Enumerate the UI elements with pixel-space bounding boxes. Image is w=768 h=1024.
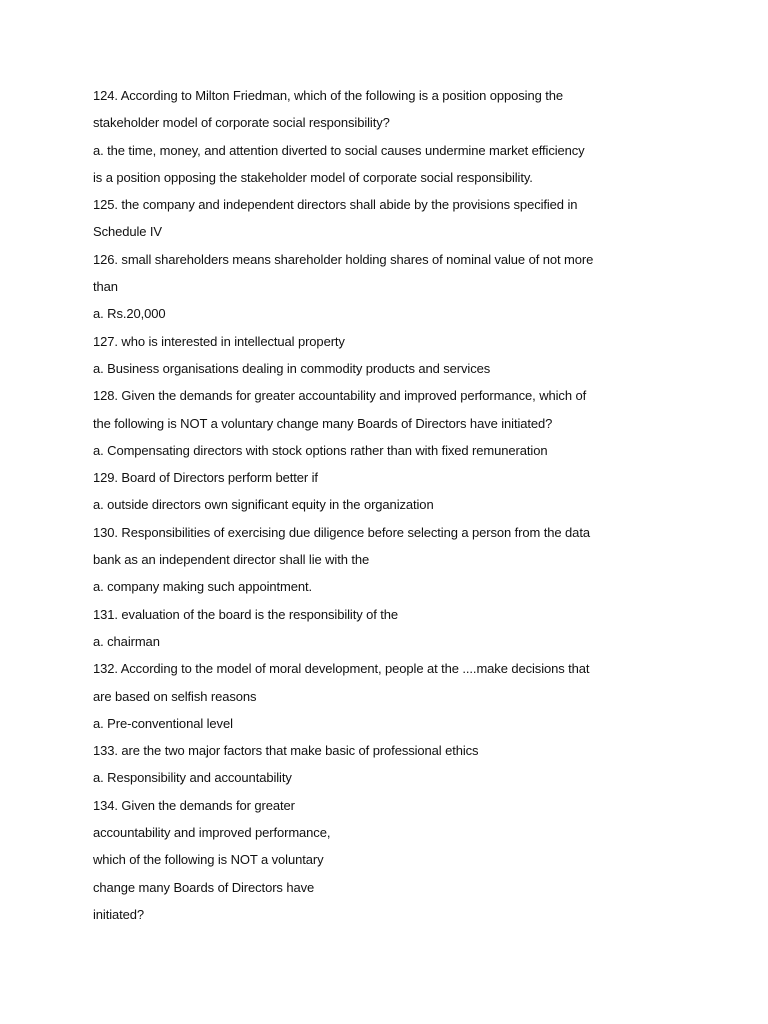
question-134-cont-4: initiated? — [93, 906, 145, 922]
question-128: 128. Given the demands for greater accountability and improved performance, which of — [93, 388, 587, 404]
answer-127: a. Business organisations dealing in commodity products and services — [93, 360, 491, 376]
question-125-cont: Schedule IV — [93, 224, 163, 240]
question-131: 131. evaluation of the board is the responsibility of the — [93, 606, 399, 622]
question-134-cont-3: change many Boards of Directors have — [93, 879, 315, 895]
question-134-cont-1: accountability and improved performance, — [93, 825, 331, 841]
question-125: 125. the company and independent directors shall abide by the provisions specified in — [93, 197, 578, 213]
question-133: 133. are the two major factors that make basic of professional ethics — [93, 743, 479, 759]
question-129: 129. Board of Directors perform better if — [93, 470, 318, 486]
answer-132: a. Pre-conventional level — [93, 715, 233, 731]
question-124: 124. According to Milton Friedman, which of the following is a position opposing the — [93, 88, 563, 103]
answer-133: a. Responsibility and accountability — [93, 770, 292, 786]
question-126-cont: than — [93, 279, 118, 295]
question-126: 126. small shareholders means shareholder holding shares of nominal value of not more — [93, 251, 594, 267]
answer-124-cont: is a position opposing the stakeholder model of corporate social responsibility. — [93, 169, 533, 185]
answer-124: a. the time, money, and attention diverted to social causes undermine market efficiency — [93, 142, 585, 158]
question-127: 127. who is interested in intellectual property — [93, 333, 345, 349]
answer-130: a. company making such appointment. — [93, 579, 313, 595]
question-134-cont-2: which of the following is NOT a voluntary — [93, 852, 324, 868]
answer-131: a. chairman — [93, 633, 160, 649]
answer-126: a. Rs.20,000 — [93, 306, 166, 322]
answer-129: a. outside directors own significant equity in the organization — [93, 497, 434, 513]
question-128-cont: the following is NOT a voluntary change many Boards of Directors have initiated? — [93, 415, 553, 431]
question-130: 130. Responsibilities of exercising due diligence before selecting a person from the data — [93, 524, 590, 540]
question-132: 132. According to the model of moral development, people at the ....make decisions that — [93, 661, 590, 677]
question-124-cont: stakeholder model of corporate social responsibility? — [93, 115, 390, 131]
question-132-cont: are based on selfish reasons — [93, 688, 257, 704]
answer-128: a. Compensating directors with stock options rather than with fixed remuneration — [93, 442, 548, 458]
question-130-cont: bank as an independent director shall lie with the — [93, 552, 370, 568]
document-body — [93, 84, 693, 930]
question-134: 134. Given the demands for greater — [93, 797, 295, 813]
